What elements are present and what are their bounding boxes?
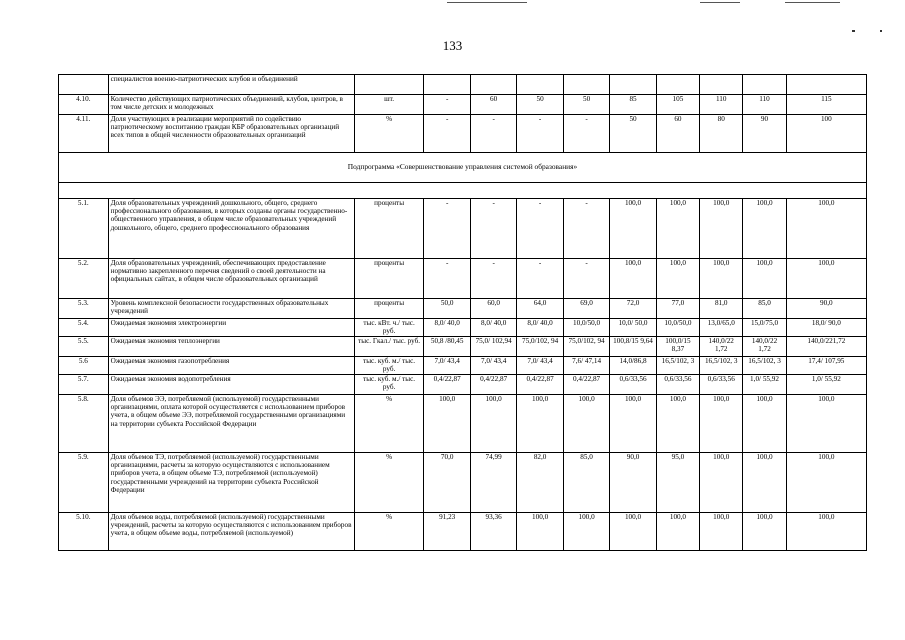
value-cell: - <box>470 199 516 259</box>
table-row <box>59 357 867 375</box>
value-cell: 50,8 /80,45 <box>424 337 470 357</box>
value-cell: 100,0 <box>786 453 866 513</box>
table-body-bottom <box>59 199 867 551</box>
value-cell: 100,0 <box>700 395 743 453</box>
value-cell: - <box>424 95 470 115</box>
unit-cell: тыс. куб. м./ тыс. руб. <box>354 375 424 395</box>
value-cell: - <box>424 199 470 259</box>
indicator-description: Доля образовательных учреждений дошкольного, общего, среднего профессионального образования, в которых созданы органы государственно-общественного управления, в общем числе образовательных учреждений дошкольного, общего, среднего профессионального образования <box>108 199 354 259</box>
table-row <box>59 319 867 337</box>
value-cell: 100,0 <box>656 259 699 299</box>
spacer-row <box>59 183 867 199</box>
table-row <box>59 259 867 299</box>
value-cell: 50,0 <box>424 299 470 319</box>
value-cell: 7,0/ 43,4 <box>470 357 516 375</box>
value-cell <box>424 75 470 95</box>
value-cell <box>517 75 563 95</box>
value-cell: 0,4/22,87 <box>517 375 563 395</box>
value-cell: 8,0/ 40,0 <box>470 319 516 337</box>
table-row <box>59 337 867 357</box>
value-cell: 7,0/ 43,4 <box>424 357 470 375</box>
value-cell: 100,0 <box>610 395 656 453</box>
value-cell: 140,0/22 1,72 <box>743 337 786 357</box>
value-cell: 16,5/102, 3 <box>700 357 743 375</box>
indicator-description: Ожидаемая экономия теплоэнергии <box>108 337 354 357</box>
row-number: 5.7. <box>59 375 109 395</box>
table-row <box>59 453 867 513</box>
table-row <box>59 199 867 259</box>
indicator-description: Доля объемов ЭЭ, потребляемой (используемой) государственными организациями, оплата которой осуществляется с использованием приборов учета, в общем объеме ЭЭ, потребляемой государственными организациями на территории субъекта Российской Федерации <box>108 395 354 453</box>
value-cell: 100,0 <box>656 513 699 551</box>
value-cell: 50 <box>563 95 609 115</box>
value-cell: 100,0 <box>517 395 563 453</box>
unit-cell: тыс. Гкал./ тыс. руб. <box>354 337 424 357</box>
value-cell: 100,0 <box>743 395 786 453</box>
indicator-description: Доля образовательных учреждений, обеспечивающих предоставление нормативно закрепленного перечня сведений о своей деятельности на официальных сайтах, в общем числе образовательных организаций <box>108 259 354 299</box>
value-cell: 110 <box>743 95 786 115</box>
value-cell: 69,0 <box>563 299 609 319</box>
value-cell: 140,0/22 1,72 <box>700 337 743 357</box>
value-cell: 100,0 <box>517 513 563 551</box>
row-number: 5.1. <box>59 199 109 259</box>
unit-cell: проценты <box>354 199 424 259</box>
value-cell: 100,0/15 8,37 <box>656 337 699 357</box>
value-cell: 74,99 <box>470 453 516 513</box>
value-cell: 77,0 <box>656 299 699 319</box>
value-cell: 75,0/102, 94 <box>563 337 609 357</box>
value-cell: 10,0/50,0 <box>656 319 699 337</box>
unit-cell: тыс. кВт. ч./ тыс. руб. <box>354 319 424 337</box>
value-cell: 0,6/33,56 <box>656 375 699 395</box>
value-cell: - <box>517 199 563 259</box>
value-cell: 75,0/ 102,94 <box>470 337 516 357</box>
value-cell: 1,0/ 55,92 <box>786 375 866 395</box>
value-cell: - <box>424 259 470 299</box>
value-cell: 85 <box>610 95 656 115</box>
table-body-top <box>59 75 867 153</box>
value-cell: 60,0 <box>470 299 516 319</box>
value-cell: - <box>470 115 516 153</box>
value-cell: 100,0 <box>700 199 743 259</box>
value-cell: 0,4/22,87 <box>424 375 470 395</box>
unit-cell <box>354 75 424 95</box>
value-cell: - <box>517 259 563 299</box>
value-cell: 7,6/ 47,14 <box>563 357 609 375</box>
indicator-description: Доля объемов ТЭ, потребляемой (используемой) государственными организациями, расчеты за которую осуществляются с использованием приборов учета, в общем объеме ТЭ, потребляемой (используемой) государственными учреждений на территории субъекта Российской Федерации <box>108 453 354 513</box>
value-cell: - <box>563 115 609 153</box>
value-cell: 60 <box>470 95 516 115</box>
value-cell <box>743 75 786 95</box>
value-cell: 100,0 <box>610 259 656 299</box>
value-cell: 100,8/15 9,64 <box>610 337 656 357</box>
value-cell <box>610 75 656 95</box>
indicator-description: Ожидаемая экономия газопотребления <box>108 357 354 375</box>
row-number: 5.4. <box>59 319 109 337</box>
value-cell: 100,0 <box>743 513 786 551</box>
unit-cell: тыс. куб. м./ тыс. руб. <box>354 357 424 375</box>
value-cell: 7,0/ 43,4 <box>517 357 563 375</box>
value-cell: 100,0 <box>786 259 866 299</box>
value-cell <box>700 75 743 95</box>
value-cell: 16,5/102, 3 <box>656 357 699 375</box>
indicator-description: Количество действующих патриотических объединений, клубов, центров, в том числе детских и молодежных <box>108 95 354 115</box>
value-cell: 100,0 <box>656 395 699 453</box>
indicator-description: Уровень комплексной безопасности государственных образовательных учреждений <box>108 299 354 319</box>
value-cell: 100,0 <box>743 259 786 299</box>
value-cell <box>656 75 699 95</box>
value-cell: 82,0 <box>517 453 563 513</box>
value-cell: 13,0/65,0 <box>700 319 743 337</box>
value-cell: 100,0 <box>563 513 609 551</box>
value-cell: 100 <box>786 115 866 153</box>
table-row <box>59 299 867 319</box>
value-cell: 100,0 <box>743 453 786 513</box>
value-cell: 0,4/22,87 <box>563 375 609 395</box>
value-cell: 14,0/86,8 <box>610 357 656 375</box>
value-cell: 100,0 <box>610 199 656 259</box>
value-cell: 50 <box>517 95 563 115</box>
value-cell: 100,0 <box>563 395 609 453</box>
scan-dot <box>880 30 882 32</box>
unit-cell: проценты <box>354 259 424 299</box>
value-cell: 105 <box>656 95 699 115</box>
row-number: 5.5. <box>59 337 109 357</box>
table-row <box>59 95 867 115</box>
value-cell: 75,0/102, 94 <box>517 337 563 357</box>
row-number: 5.6 <box>59 357 109 375</box>
indicator-description: Доля объемов воды, потребляемой (используемой) государственными учреждений, расчеты за которую осуществляются с использованием приборов учета, в общем объеме воды, потребляемой (используемой) <box>108 513 354 551</box>
row-number <box>59 75 109 95</box>
value-cell: 100,0 <box>743 199 786 259</box>
row-number: 5.2. <box>59 259 109 299</box>
value-cell: 100,0 <box>786 513 866 551</box>
unit-cell: % <box>354 395 424 453</box>
scan-mark <box>700 2 740 3</box>
value-cell: 81,0 <box>700 299 743 319</box>
value-cell: 60 <box>656 115 699 153</box>
value-cell: 90,0 <box>610 453 656 513</box>
unit-cell: % <box>354 453 424 513</box>
page-number: 133 <box>442 38 463 53</box>
value-cell: 95,0 <box>656 453 699 513</box>
value-cell: 100,0 <box>786 199 866 259</box>
value-cell: 72,0 <box>610 299 656 319</box>
value-cell <box>563 75 609 95</box>
value-cell: 16,5/102, 3 <box>743 357 786 375</box>
value-cell: 91,23 <box>424 513 470 551</box>
unit-cell: % <box>354 513 424 551</box>
row-number: 5.10. <box>59 513 109 551</box>
value-cell: 100,0 <box>656 199 699 259</box>
value-cell: - <box>563 199 609 259</box>
indicator-description: Доля участвующих в реализации мероприятий по содействию патриотическому воспитанию граждан КБР образовательных организаций всех типов в общей численности образовательных организаций <box>108 115 354 153</box>
value-cell: 8,0/ 40,0 <box>424 319 470 337</box>
value-cell: 100,0 <box>700 513 743 551</box>
row-number: 4.11. <box>59 115 109 153</box>
value-cell: 1,0/ 55,92 <box>743 375 786 395</box>
value-cell: 8,0/ 40,0 <box>517 319 563 337</box>
indicator-description: Ожидаемая экономия электроэнергии <box>108 319 354 337</box>
unit-cell: % <box>354 115 424 153</box>
value-cell: 100,0 <box>470 395 516 453</box>
indicators-table <box>58 74 867 551</box>
value-cell: 90,0 <box>786 299 866 319</box>
value-cell: 0,6/33,56 <box>700 375 743 395</box>
value-cell: 0,6/33,56 <box>610 375 656 395</box>
scan-mark <box>785 2 840 3</box>
subprogram-row <box>59 153 867 183</box>
indicator-description: специалистов военно-патриотических клубов и объединений <box>108 75 354 95</box>
value-cell: 110 <box>700 95 743 115</box>
row-number: 5.9. <box>59 453 109 513</box>
indicator-description: Ожидаемая экономия водопотребления <box>108 375 354 395</box>
value-cell: 100,0 <box>700 259 743 299</box>
value-cell: - <box>470 259 516 299</box>
value-cell: 100,0 <box>610 513 656 551</box>
table-row <box>59 513 867 551</box>
value-cell: - <box>517 115 563 153</box>
value-cell: 100,0 <box>424 395 470 453</box>
value-cell: - <box>563 259 609 299</box>
value-cell: 80 <box>700 115 743 153</box>
row-number: 5.8. <box>59 395 109 453</box>
value-cell: 140,0/221,72 <box>786 337 866 357</box>
value-cell: 15,0/75,0 <box>743 319 786 337</box>
table-row <box>59 75 867 95</box>
unit-cell: шт. <box>354 95 424 115</box>
value-cell: 85,0 <box>563 453 609 513</box>
value-cell: 50 <box>610 115 656 153</box>
value-cell: 10,0/50,0 <box>563 319 609 337</box>
subprogram-section <box>59 153 867 199</box>
value-cell: 100,0 <box>700 453 743 513</box>
value-cell: 70,0 <box>424 453 470 513</box>
value-cell: 90 <box>743 115 786 153</box>
value-cell <box>786 75 866 95</box>
value-cell: 85,0 <box>743 299 786 319</box>
value-cell: - <box>424 115 470 153</box>
value-cell: 100,0 <box>786 395 866 453</box>
row-number: 5.3. <box>59 299 109 319</box>
scan-mark <box>447 2 527 3</box>
value-cell: 93,36 <box>470 513 516 551</box>
value-cell: 0,4/22,87 <box>470 375 516 395</box>
value-cell <box>470 75 516 95</box>
subprogram-title: Подпрограмма «Совершенствование управления системой образования» <box>59 153 867 183</box>
unit-cell: проценты <box>354 299 424 319</box>
scan-dot <box>852 30 855 32</box>
value-cell: 115 <box>786 95 866 115</box>
row-number: 4.10. <box>59 95 109 115</box>
table-row <box>59 395 867 453</box>
value-cell: 64,0 <box>517 299 563 319</box>
table-row <box>59 375 867 395</box>
table-row <box>59 115 867 153</box>
value-cell: 10,0/ 50,0 <box>610 319 656 337</box>
spacer-cell <box>59 183 867 199</box>
value-cell: 18,0/ 90,0 <box>786 319 866 337</box>
value-cell: 17,4/ 107,95 <box>786 357 866 375</box>
